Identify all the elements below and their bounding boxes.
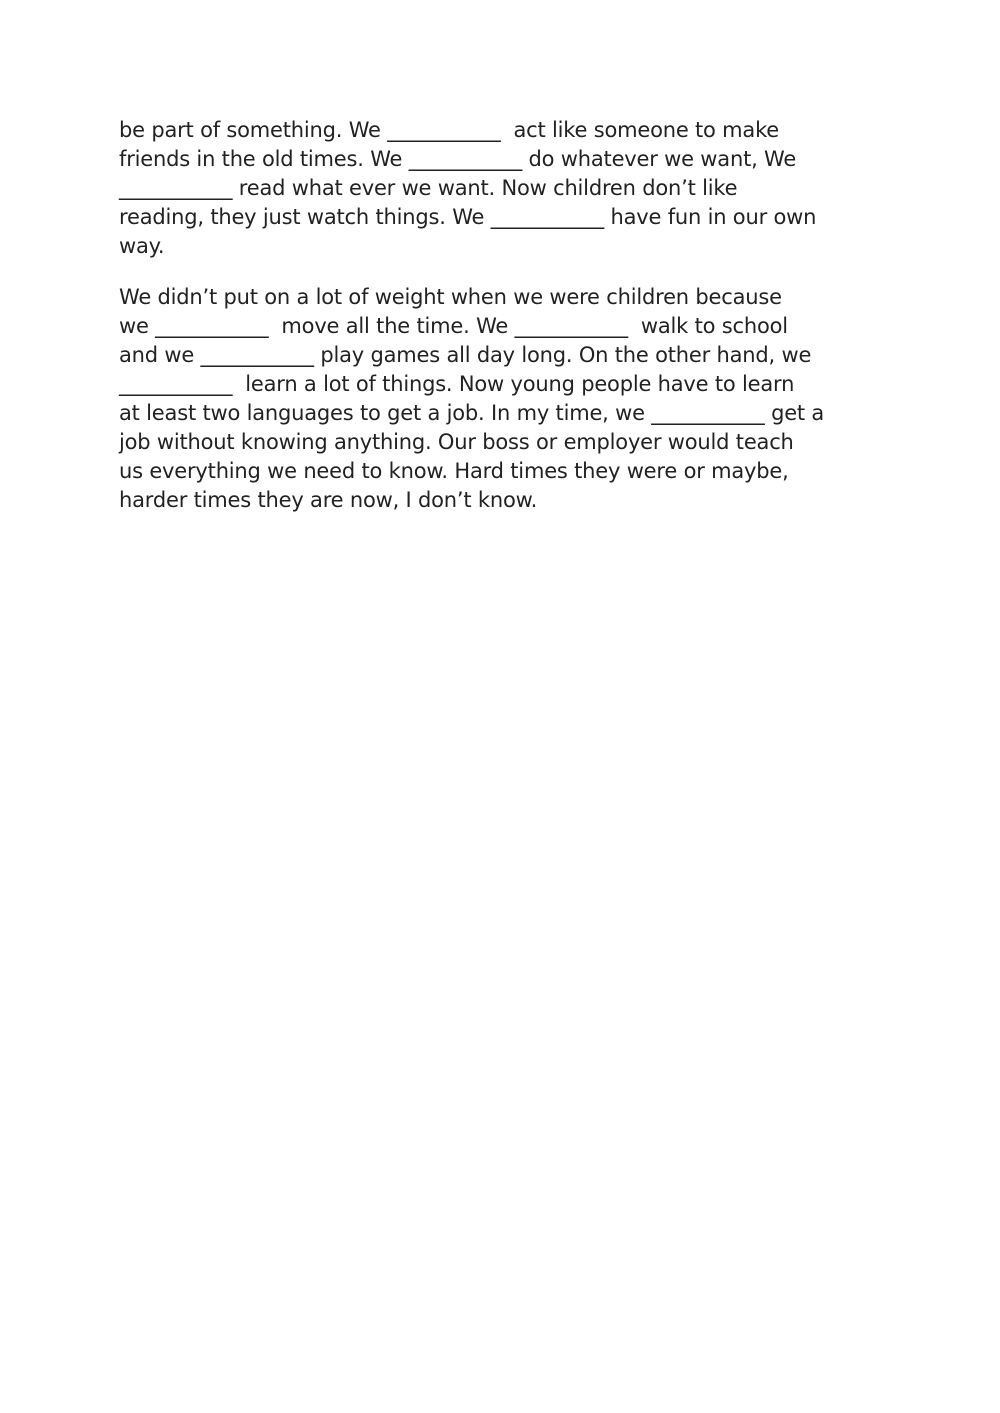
paragraph-1 [119, 116, 899, 261]
text-line: and we ___________ play games all day long. On the other hand, we [119, 343, 812, 367]
text-line: ___________ learn a lot of things. Now young people have to learn [119, 372, 795, 396]
paragraph-2 [119, 283, 899, 515]
text-line: way. [119, 234, 165, 258]
text-line: reading, they just watch things. We ___________ have fun in our own [119, 205, 817, 229]
text-line: be part of something. We ___________ act like someone to make [119, 118, 780, 142]
worksheet-text [119, 116, 899, 537]
text-line: harder times they are now, I don’t know. [119, 488, 538, 512]
text-line: job without knowing anything. Our boss or employer would teach [119, 430, 794, 454]
text-line: We didn’t put on a lot of weight when we were children because [119, 285, 782, 309]
text-line: us everything we need to know. Hard times they were or maybe, [119, 459, 789, 483]
text-line: friends in the old times. We ___________ do whatever we want, We [119, 147, 797, 171]
text-line: ___________ read what ever we want. Now children don’t like [119, 176, 738, 200]
text-line: at least two languages to get a job. In my time, we ___________ get a [119, 401, 825, 425]
text-line: we ___________ move all the time. We ___________ walk to school [119, 314, 788, 338]
